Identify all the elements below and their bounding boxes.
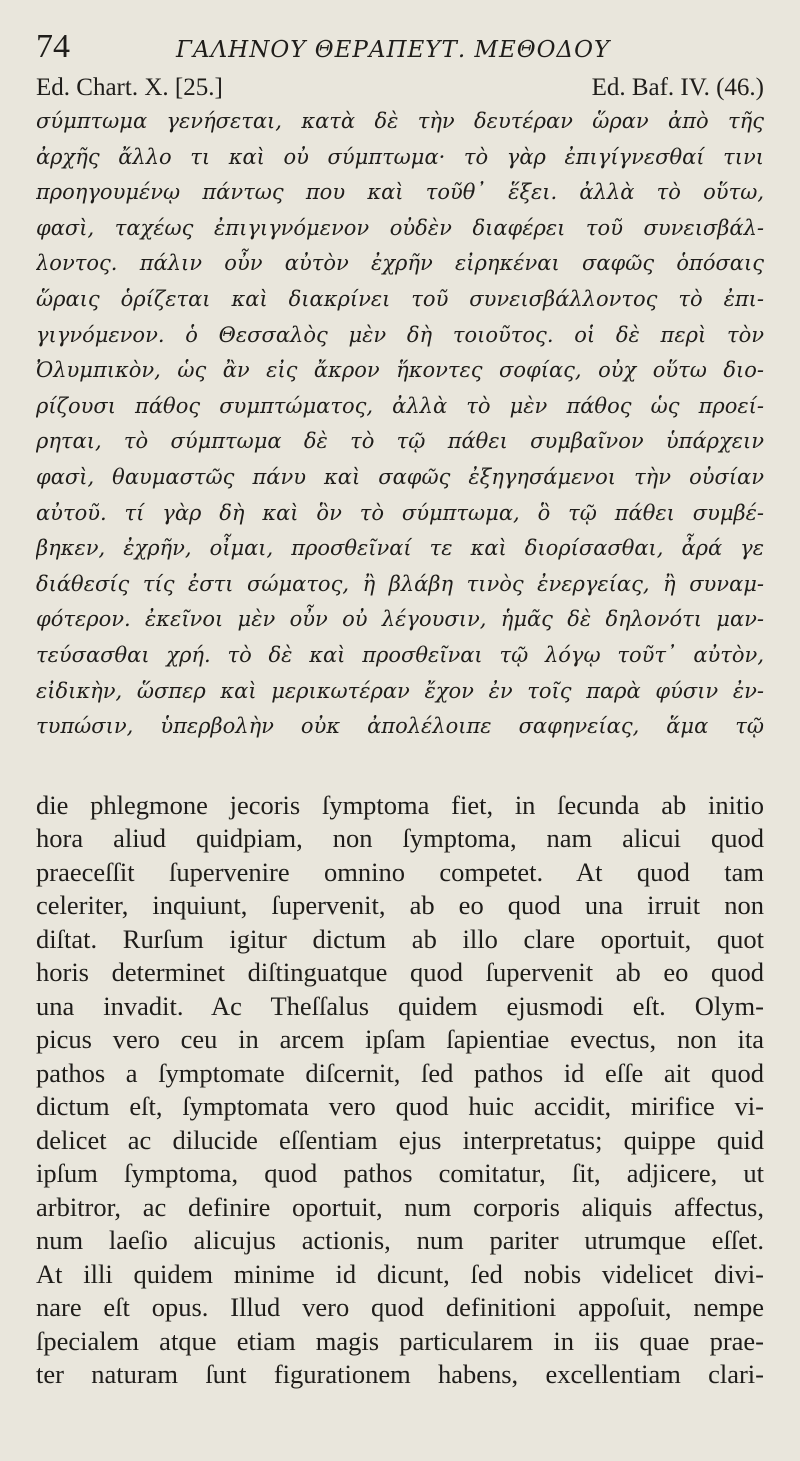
greek-text-line: τεύσασθαι χρή. τὸ δὲ καὶ προσθεῖναι τῷ λόγῳ τοῦτ᾽ αὐτὸν, (36, 642, 764, 667)
greek-text-line: βηκεν, ἐχρῆν, οἶμαι, προσθεῖναί τε καὶ διορίσασθαι, ἆρά γε (36, 536, 764, 561)
greek-text-line: ρηται, τὸ σύμπτωμα δὲ τὸ τῷ πάθει συμβαῖνον ὑπάρχειν (36, 429, 764, 454)
greek-text-line: φασὶ, ταχέως ἐπιγιγνόμενον οὐδὲν διαφέρει τοῦ συνεισβάλ- (36, 215, 764, 240)
greek-text-line: σύμπτωμα γενήσεται, κατὰ δὲ τὴν δευτέραν ὥραν ἀπὸ τῆς (36, 109, 764, 133)
greek-text-line: διάθεσίς τίς ἐστι σώματος, ἢ βλάβη τινὸς ἐνεργείας, ἢ συναμ- (36, 571, 764, 596)
greek-text-line: λοντος. πάλιν οὖν αὐτὸν ἐχρῆν εἰρηκέναι σαφῶς ὁπόσαις (36, 251, 764, 276)
latin-text-block (36, 789, 764, 1392)
page-number: 74 (36, 28, 70, 65)
latin-text-line: delicet ac dilucide eſſentiam ejus interpretatus; quippe quid (36, 1124, 764, 1155)
edition-references (36, 72, 764, 104)
latin-text-line: arbitror, ac definire oportuit, num corporis aliquis affectus, (36, 1191, 764, 1222)
latin-text-line: praeceſſit ſupervenire omnino competet. At quod tam (36, 856, 764, 887)
greek-text-line: προηγουμένῳ πάντως που καὶ τοῦθ᾽ ἕξει. ἀλλὰ τὸ οὕτω, (36, 180, 764, 205)
greek-text-line: ὥραις ὁρίζεται καὶ διακρίνει τοῦ συνεισβάλλοντος τὸ ἐπι- (36, 286, 764, 311)
latin-text-line: ter naturam ſunt figurationem habens, excellentiam clari- (36, 1359, 764, 1390)
greek-text-line: φασὶ, θαυμαστῶς πάνυ καὶ σαφῶς ἐξηγησάμενοι τὴν οὐσίαν (36, 464, 764, 489)
latin-text-line: una invadit. Ac Theſſalus quidem ejusmodi eſt. Olym- (36, 990, 764, 1021)
running-head (36, 28, 764, 72)
latin-text-line: hora aliud quidpiam, non ſymptoma, nam alicui quod (36, 823, 764, 854)
running-title: ΓΑΛΗΝΟΥ ΘΕΡΑΠΕΥΤ. ΜΕΘΟΔΟΥ (176, 37, 611, 63)
greek-text-line: γιγνόμενον. ὁ Θεσσαλὸς μὲν δὴ τοιοῦτος. οἱ δὲ περὶ τὸν (36, 322, 764, 347)
latin-text-line: ipſum ſymptoma, quod pathos comitatur, ſit, adjicere, ut (36, 1158, 764, 1189)
latin-text-line: pathos a ſymptomate diſcernit, ſed pathos id eſſe ait quod (36, 1057, 764, 1088)
greek-text-line: Ὀλυμπικὸν, ὡς ἂν εἰς ἄκρον ἥκοντες σοφίας, οὐχ οὕτω διο- (36, 358, 764, 383)
greek-text-line: φότερον. ἐκεῖνοι μὲν οὖν οὐ λέγουσιν, ἡμᾶς δὲ δηλονότι μαν- (36, 607, 764, 632)
greek-text-line: εἰδικὴν, ὥσπερ καὶ μερικωτέραν ἔχον ἐν τοῖς παρὰ φύσιν ἐν- (36, 678, 764, 703)
latin-text-line: horis determinet diſtinguatque quod ſupervenit ab eo quod (36, 957, 764, 988)
greek-text-line: ἀρχῆς ἄλλο τι καὶ οὐ σύμπτωμα· τὸ γὰρ ἐπιγίγνεσθαί τινι (36, 144, 764, 169)
greek-text-line: αὐτοῦ. τί γὰρ δὴ καὶ ὃν τὸ σύμπτωμα, ὃ τῷ πάθει συμβέ- (36, 500, 764, 525)
latin-text-line: ſpecialem atque etiam magis particularem in iis quae prae- (36, 1325, 764, 1356)
latin-text-line: celeriter, inquiunt, ſupervenit, ab eo quod una irruit non (36, 890, 764, 921)
latin-text-line: At illi quidem minime id dicunt, ſed nobis videlicet divi- (36, 1258, 764, 1289)
edition-reference-left: Ed. Chart. X. [25.] (36, 74, 223, 101)
latin-text-line: nare eſt opus. Illud vero quod definitioni appoſuit, nempe (36, 1292, 764, 1323)
latin-text-line: dictum eſt, ſymptomata vero quod huic accidit, mirifice vi- (36, 1091, 764, 1122)
greek-text-line: τυπώσιν, ὑπερβολὴν οὐκ ἀπολέλοιπε σαφηνείας, ἅμα τῷ (36, 714, 764, 739)
latin-text-line: diſtat. Rurſum igitur dictum ab illo clare oportuit, quot (36, 923, 764, 954)
latin-text-line: num laeſio alicujus actionis, num pariter utrumque eſſet. (36, 1225, 764, 1256)
edition-reference-right: Ed. Baf. IV. (46.) (591, 74, 764, 101)
greek-text-block (36, 104, 764, 745)
greek-text-line: ρίζουσι πάθος συμπτώματος, ἀλλὰ τὸ μὲν πάθος ὡς προεί- (36, 393, 764, 418)
latin-text-line: die phlegmone jecoris ſymptoma fiet, in ſecunda ab initio (36, 789, 764, 820)
latin-text-line: picus vero ceu in arcem ipſam ſapientiae evectus, non ita (36, 1024, 764, 1055)
